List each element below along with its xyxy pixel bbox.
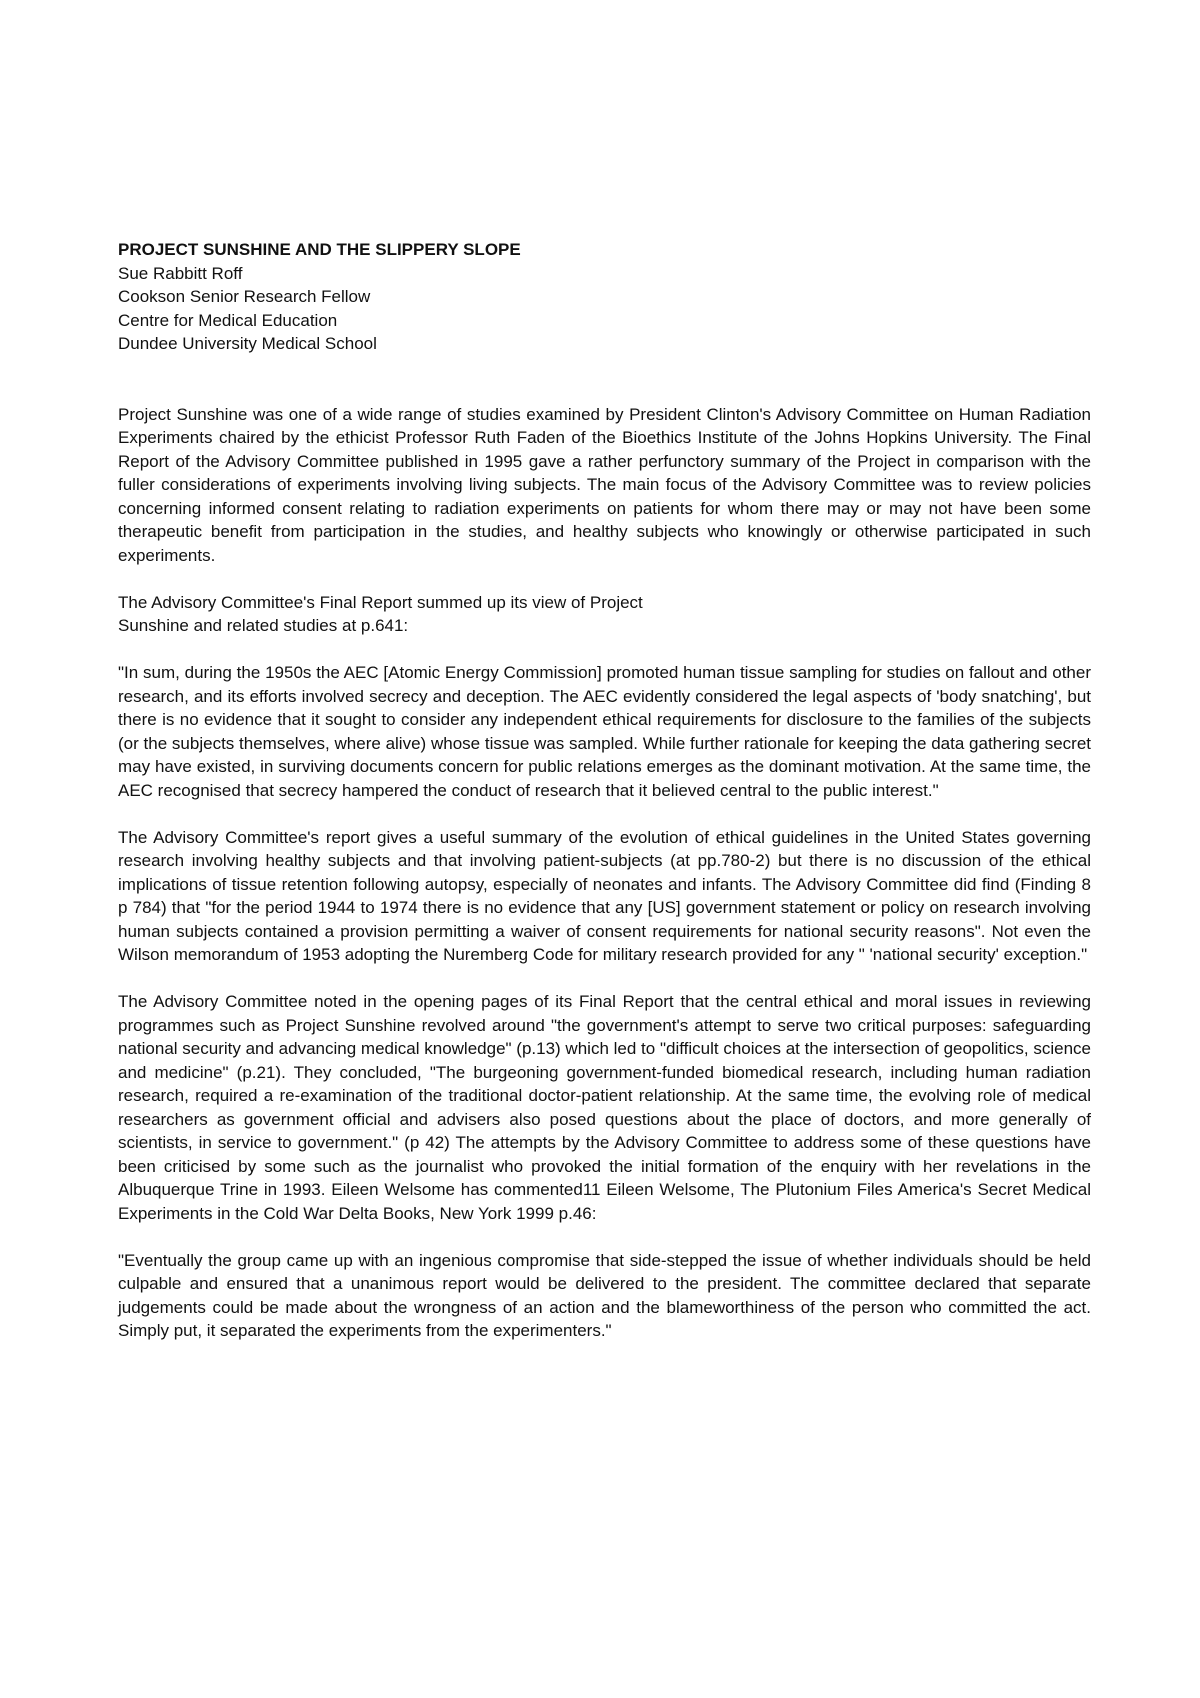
author-name: Sue Rabbitt Roff [118,263,243,283]
paragraph-committee-conclusions: The Advisory Committee noted in the opening pages of its Final Report that the central ethical and moral issues in reviewing programmes such as Project Sunshine revolved around "the government's attempt to serve two critical purposes: safeguarding national security and advancing medical knowledge" (p.13) which led to "difficult choices at the intersection of geopolitics, science and medicine" (p.21). They concluded, "The burgeoning government-funded biomedical research, including human radiation research, required a re-examination of the traditional doctor-patient relationship. At the same time, the evolving role of medical researchers as government official and advisers also posed questions about the place of doctors, and more generally of scientists, in service to government." (p 42) The attempts by the Advisory Committee to address some of these questions have been criticised by some such as the journalist who provoked the initial formation of the enquiry with her revelations in the Albuquerque Trine in 1993. Eileen Welsome has commented11 Eileen Welsome, The Plutonium Files America's Secret Medical Experiments in the Cold War Delta Books, New York 1999 p.46: [118,992,1091,1223]
quote-welsome: "Eventually the group came up with an ingenious compromise that side-stepped the issue of whether individuals should be held culpable and ensured that a unanimous report would be delivered to the president. The committee declared that separate judgements could be made about the wrongness of an action and the blameworthiness of the person who committed the act. Simply put, it separated the experiments from the experimenters." [118,1250,1091,1340]
paragraph-ethical-guidelines: The Advisory Committee's report gives a useful summary of the evolution of ethical guidelines in the United States governing research involving healthy subjects and that involving patient-subjects (at pp.780-2) but there is no discussion of the ethical implications of tissue retention following autopsy, especially of neonates and infants. The Advisory Committee did find (Finding 8 p 784) that "for the period 1944 to 1974 there is no evidence that any [US] government statement or policy on research involving human subjects contained a provision permitting a waiver of consent requirements for national security reasons". Not even the Wilson memorandum of 1953 adopting the Nuremberg Code for military research provided for any " 'national security' exception." [118,827,1091,964]
paragraph-summary-line-2: Sunshine and related studies at p.641: [118,616,409,635]
author-position: Cookson Senior Research Fellow [118,287,371,306]
paragraph-intro: Project Sunshine was one of a wide range of studies examined by President Clinton's Advisory Committee on Human Radiation Experiments chaired by the ethicist Professor Ruth Faden of the Bioethics Institute of the Johns Hopkins University. The Final Report of the Advisory Committee published in 1995 gave a rather perfunctory summary of the Project in comparison with the fuller considerations of experiments involving living subjects. The main focus of the Advisory Committee was to review policies concerning informed consent relating to radiation experiments on patients for whom there may or may not have been some therapeutic benefit from participation in the studies, and healthy subjects who knowingly or otherwise participated in such experiments. [118,404,1091,565]
author-institution: Dundee University Medical School [118,334,377,353]
paragraph-summary-lead [118,591,1091,638]
header-spacer [118,356,1091,403]
paragraph-summary-line-1: The Advisory Committee's Final Report summed up its view of Project [118,592,643,612]
author-department: Centre for Medical Education [118,310,338,330]
document-title: PROJECT SUNSHINE AND THE SLIPPERY SLOPE [118,240,521,259]
quote-final-report: "In sum, during the 1950s the AEC [Atomic Energy Commission] promoted human tissue sampling for studies on fallout and other research, and its efforts involved secrecy and deception. The AEC evidently considered the legal aspects of 'body snatching', but there is no evidence that it sought to consider any independent ethical requirements for disclosure to the families of the subjects (or the subjects themselves, where alive) whose tissue was sampled. While further rationale for keeping the data gathering secret may have existed, in surviving documents concern for public relations emerges as the dominant motivation. At the same time, the AEC recognised that secrecy hampered the conduct of research that it believed central to the public interest." [118,663,1091,800]
document-page [118,238,1091,1366]
